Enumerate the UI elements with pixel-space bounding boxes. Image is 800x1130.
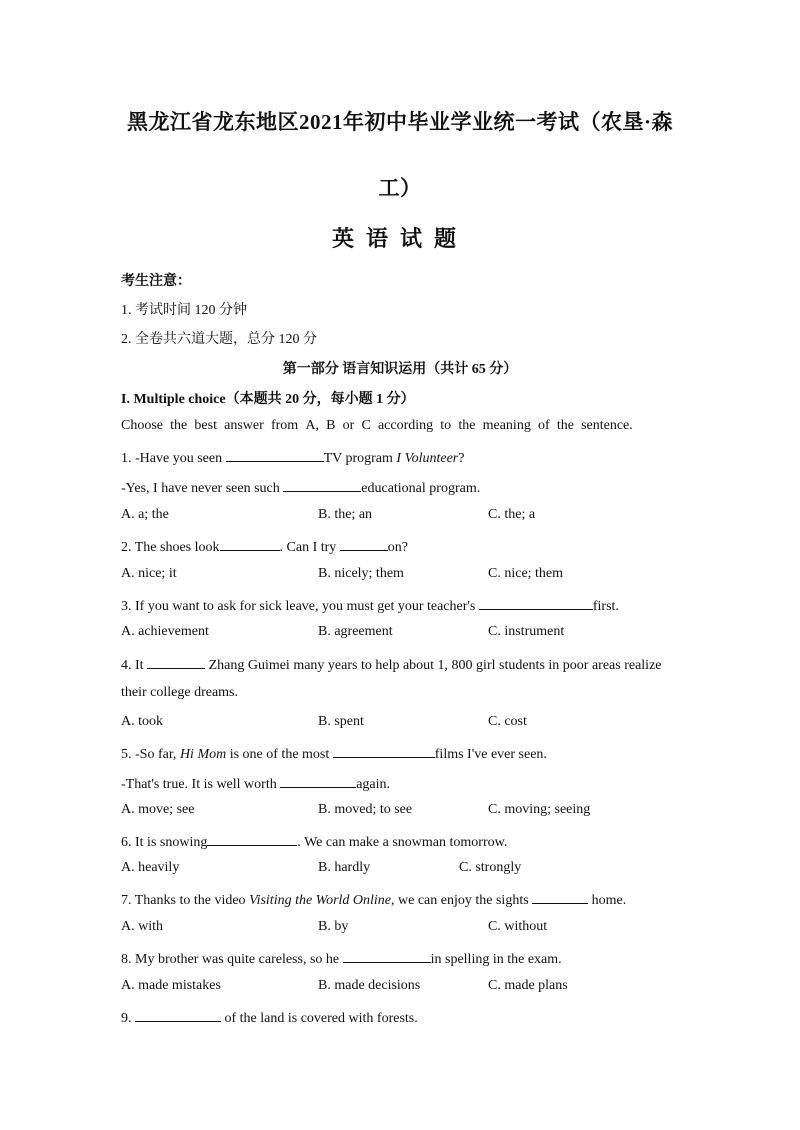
answer-blank[interactable] (226, 447, 324, 462)
exam-title-line2: 工） (378, 176, 422, 200)
option-c[interactable]: C. strongly (459, 860, 522, 875)
question-1: 1. -Have you seen TV program I Volunteer? (121, 447, 464, 467)
option-b[interactable]: B. spent (318, 714, 364, 729)
option-b[interactable]: B. nicely; them (318, 566, 404, 581)
answer-blank[interactable] (207, 831, 297, 846)
instruction-word: sentence. (581, 418, 633, 433)
option-b[interactable]: B. made decisions (318, 978, 421, 993)
question-8: 8. My brother was quite careless, so he in spelling in the exam. (121, 948, 562, 968)
instruction-word: or (342, 418, 355, 433)
option-c[interactable]: C. the; a (488, 507, 536, 522)
instruction-word: from (270, 418, 299, 433)
answer-blank[interactable] (280, 773, 356, 788)
instruction-word: C (361, 418, 371, 433)
instruction-word: the (556, 418, 574, 433)
instruction-word: the (458, 418, 476, 433)
option-b[interactable]: B. agreement (318, 624, 393, 639)
option-a[interactable]: A. a; the (121, 507, 169, 522)
instruction-word: A, (305, 418, 319, 433)
question-4-continued: their college dreams. (121, 685, 239, 700)
instruction-word: Choose (121, 418, 163, 433)
question-2: 2. The shoes look . Can I try on? (121, 536, 408, 556)
question-7: 7. Thanks to the video Visiting the World Online, we can enjoy the sights home. (121, 889, 626, 909)
answer-blank[interactable] (333, 743, 435, 758)
instruction-word: according (377, 418, 434, 433)
question-5-reply: -That's true. It is well worth again. (121, 773, 390, 793)
option-b[interactable]: B. the; an (318, 507, 373, 522)
instruction (121, 418, 633, 434)
instruction-word: of (537, 418, 550, 433)
option-b[interactable]: B. moved; to see (318, 802, 413, 817)
option-b[interactable]: B. hardly (318, 860, 371, 875)
answer-blank[interactable] (283, 477, 361, 492)
notice-item: 1. 考试时间 120 分钟 (121, 303, 247, 318)
option-a[interactable]: A. took (121, 714, 163, 729)
answer-blank[interactable] (532, 889, 588, 904)
option-c[interactable]: C. made plans (488, 978, 568, 993)
answer-blank[interactable] (135, 1007, 221, 1022)
question-9: 9. of the land is covered with forests. (121, 1007, 418, 1027)
option-a[interactable]: A. move; see (121, 802, 195, 817)
subject-title: 英语试题 (331, 226, 468, 251)
question-1-reply: -Yes, I have never seen such educational program. (121, 477, 480, 497)
option-a[interactable]: A. nice; it (121, 566, 177, 581)
instruction-word: answer (224, 418, 264, 433)
option-c[interactable]: C. nice; them (488, 566, 564, 581)
option-a[interactable]: A. achievement (121, 624, 209, 639)
notice-heading: 考生注意： (121, 274, 191, 289)
option-a[interactable]: A. made mistakes (121, 978, 221, 993)
instruction-word: the (170, 418, 188, 433)
question-5: 5. -So far, Hi Mom is one of the most films I've ever seen. (121, 743, 547, 763)
answer-blank[interactable] (147, 654, 205, 669)
answer-blank[interactable] (220, 536, 280, 551)
option-a[interactable]: A. heavily (121, 860, 180, 875)
answer-blank[interactable] (343, 948, 431, 963)
answer-blank[interactable] (340, 536, 388, 551)
answer-blank[interactable] (479, 595, 593, 610)
question-6: 6. It is snowing . We can make a snowman tomorrow. (121, 831, 507, 851)
notice-item: 2. 全卷共六道大题，总分 120 分 (121, 332, 317, 347)
question-3: 3. If you want to ask for sick leave, you must get your teacher's first. (121, 595, 619, 615)
section-title: I. Multiple choice（本题共 20 分，每小题 1 分） (121, 392, 415, 407)
instruction-word: best (194, 418, 217, 433)
option-a[interactable]: A. with (121, 919, 163, 934)
option-c[interactable]: C. moving; seeing (488, 802, 591, 817)
option-c[interactable]: C. cost (488, 714, 527, 729)
part-heading: 第一部分 语言知识运用（共计 65 分） (282, 362, 518, 377)
question-4: 4. It Zhang Guimei many years to help about 1, 800 girl students in poor areas realize (121, 654, 662, 674)
option-c[interactable]: C. instrument (488, 624, 565, 639)
option-b[interactable]: B. by (318, 919, 349, 934)
instruction-word: meaning (482, 418, 531, 433)
exam-title-line1: 黑龙江省龙东地区2021年初中毕业学业统一考试（农垦·森 (126, 110, 673, 134)
instruction-word: B (326, 418, 336, 433)
instruction-word: to (440, 418, 452, 433)
option-c[interactable]: C. without (488, 919, 548, 934)
